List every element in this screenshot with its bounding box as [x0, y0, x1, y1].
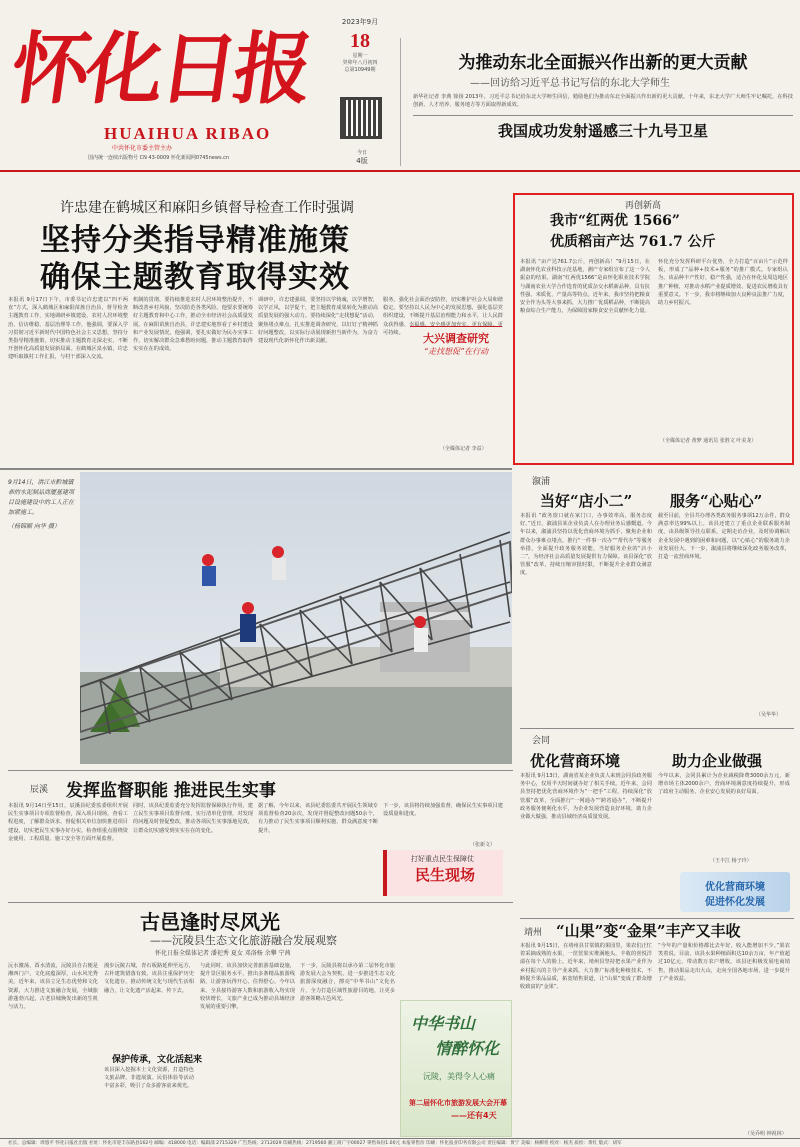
lead-sign: （全媒体记者 李益）: [440, 446, 487, 452]
date-box: [330, 18, 390, 74]
issue-number: 总第10949期: [344, 67, 376, 73]
lead-col-2: 机制的贯彻，要持续推进农村人居环境整治提升，不断改善乡村风貌，坚决防范各类风险。他要求要统筹好主题教育和中心工作，推动全市经济社会高质量发展。在麻阳苗族自治县，许忠建实地察看了乡村建设和产业发展情况，他强调，要扎实做好为民办实事工作，切实解决群众急难愁盼问题，推动主题教育取得实实在在的成效。: [133, 297, 253, 353]
logo-pinyin: HUAIHUA RIBAO: [104, 124, 272, 143]
yuanling-col-2b: 该县深入挖掘本土文化资源，打造特色文旅品牌，非遗展演、民俗体验等活动丰富多彩，吸引了众多游客前来观光。: [104, 1067, 194, 1090]
banner-line-2: 情醉怀化: [435, 1039, 500, 1058]
chenxi-badge-top: 打好重点民生保障仗: [411, 855, 474, 863]
yuanling-title: 古邑逢时尽风光: [140, 910, 280, 934]
banner-event: 第二届怀化市旅游发展大会开幕: [409, 1099, 507, 1107]
issn-line: 国内统一连续出版物号 CN 43-0009 怀化新闻网0745news.cn: [88, 155, 230, 161]
footer-info: 社长、总编辑：周悠平 怀化日报社出版 社址：怀化市迎丰东路县162号 邮编：418000 电话：编辑部 2715329 广告热线：2712029 印刷热线：2719560 湘工商广字00027 零售每份1.00元 本报零售价 印刷：怀化报业印务有限公司 责任编辑：黄宁 美编：杨柳青 校对：杨杰 质检：黄红 版式：胡军: [8, 1141, 622, 1146]
lead-badge: [410, 326, 502, 360]
xupu-sign: （吴华华）: [756, 712, 782, 718]
chenxi-col-2: 同时，该县纪委监委充分发挥监督保障执行作用，建立民生实事项目监督台账，实行清单化管理，对发现的问题及时督促整改，推动各项民生实事落地见效，让群众切实感受到实实在在的变化。: [133, 803, 253, 834]
weekday: 星期一: [352, 53, 368, 59]
lead-badge-main: 大兴调查研究: [423, 332, 489, 345]
photo-credit: （杨锦顺 向华 摄）: [8, 523, 60, 530]
rice-col-2: 怀化充分发挥科研平台优势，全力打造“百亩片”示范样板，形成了“品种+技术+服务”的推广模式。专家组认为，该品种丰产性好、稳产性强，适合在怀化及周边地区推广种植，对推动水稻产业提质增效、促进农民增收具有重要意义。下一步，我市将继续加大良种良法推广力度，助力乡村振兴。: [658, 259, 788, 307]
xupu-tag: 溆浦: [532, 477, 551, 487]
jingzhou-sign: （吴乔明 钟祝林）: [745, 1131, 787, 1137]
photo-top-rule: [0, 468, 512, 470]
lunar-date: 癸卯年八月初四: [342, 60, 378, 66]
top-article-1-text: 新华社记者 李典 徐扬 2013年，习近平总书记给东北大学师生回信，勉励他们为推动东北全面振兴作出新的更大贡献。十年来，东北大学广大师生牢记嘱托，在科技创新、人才培养、服务地方等方面取得新成效。: [413, 94, 793, 109]
chenxi-badge: [383, 850, 503, 896]
yuanling-rule: [8, 902, 513, 903]
yuanling-byline: 怀化日报全媒体记者 潘祀秀 夏女 邓洛杨 余攀 宁茜: [155, 950, 291, 957]
footer-rule: [0, 1138, 800, 1139]
huitong-title-b: 助力企业做强: [672, 752, 763, 770]
chenxi-sign: （张新文）: [470, 842, 496, 848]
lead-col-4: 服务，强化社会面治安防控，切实维护社会大局和谐稳定。要坚持以人民为中心的发展思想，强化基层党组织建设，不断提升基层治理能力和水平，让人民群众获得感、幸福感、安全感更加充实、更有保障、更可持续。: [383, 297, 503, 336]
jingzhou-col-1: 本报讯 9月15日，在靖州县甘棠镇的果园里，果农们正忙着采摘成熟的水果，一筐筐果实堆满地头，丰收的喜悦洋溢在每个人的脸上。近年来，靖州县坚持把水果产业作为乡村振兴的主导产业来抓，大力推广标准化种植技术，不断提升果品品质，拓宽销售渠道，让“山果”变成了群众增收致富的“金果”。: [520, 943, 652, 991]
tourism-banner: [400, 1000, 512, 1137]
photo-caption-block: [8, 478, 76, 628]
chenxi-badge-main: 民生现场: [415, 866, 476, 884]
rice-sign: （全媒体记者 黄梦 通讯员 张胜文 叶美龙）: [660, 438, 757, 444]
lead-title-line1: 坚持分类指导精准施策: [40, 223, 350, 258]
huitong-rule: [520, 728, 794, 729]
lead-badge-sub: “走找想促”在行动: [423, 347, 489, 356]
huitong-col-1: 本报讯 9月13日，湖南省某企业负责人来到会同县政务服务中心，仅用半天时间就办好了相关手续。近年来，会同县坚持把优化营商环境作为“一把手”工程，持续深化“放管服”改革，全面推行“一网通办”“跨省通办”，不断提升政务服务便利化水平，为企业发展营造良好环境，助力企业做大做强，推动县域经济高质量发展。: [520, 773, 652, 821]
huitong-badge-line1: 优化营商环境: [705, 882, 765, 893]
top-headline-2: 我国成功发射遥感三十九号卫星: [497, 122, 708, 140]
lead-kicker: 许忠建在鹤城区和麻阳乡镇督导检查工作时强调: [60, 200, 354, 216]
banner-slogan: 沅陵，美得令人心痛: [423, 1072, 495, 1081]
jingzhou-col-2: “今年的产量和价格都比去年好，收入能增加不少。”果农笑着说。目前，该县水果种植面积达10余万亩，年产值超过10亿元，带动数万农户增收。该县还积极发展电商销售，推动果品走出大山，走向全国各地市场，进一步提升了产业效益。: [658, 943, 790, 982]
chenxi-col-1: 本报讯 9月14日至15日，辰溪县纪委监委组织开展民生实事项目专项监督检查，深入项目现场，查看工程进度，了解群众诉求，督促相关单位加快推进项目建设，切实把民生实事办好办实。检查组重点围绕资金使用、工程质量、施工安全等方面开展监督。: [8, 803, 128, 842]
pages-box: [345, 150, 379, 165]
lead-col-3: 调研中，许忠建强调，要坚持以学铸魂，以学增智，以学正风，以学促干，把主题教育成果转化为推动高质量发展的强大动力。要持续深化“走找想促”活动，聚焦堵点难点，扎实推进调查研究，以钉钉子精神抓好问题整改，以实际行动展现新担当新作为，为奋力建设现代化新怀化作出新贡献。: [258, 297, 378, 345]
lead-title-line2: 确保主题教育取得实效: [40, 260, 350, 295]
jingzhou-tag: 靖州: [524, 928, 543, 938]
top-rule: [413, 115, 793, 116]
logo-title: 怀化日报: [5, 24, 315, 115]
yuanling-col-4: 下一步，沅陵县将以承办第二届怀化市旅游发展大会为契机，进一步推进生态文化旅游深度融合，擦亮“中华书山”文化名片，全力打造区域性旅游目的地，让更多游客领略古邑风光。: [300, 963, 395, 1002]
year-month: 2023年9月: [341, 18, 379, 26]
chenxi-title: 发挥监督职能 推进民生实事: [66, 781, 276, 801]
pages-count: 4版: [356, 157, 368, 165]
chenxi-tag: 辰溪: [30, 785, 49, 795]
masthead-divider: [400, 38, 401, 166]
banner-countdown: ——还有4天: [451, 1111, 497, 1120]
rice-title-line1: 我市“红两优 1566”: [550, 213, 680, 229]
xupu-col-1: 本报讯 “政务窗口就在家门口，办事效率高，服务态度好。”近日，溆浦县某企业负责人在办理业务后感慨道。今年以来，溆浦县坚持以优化营商环境为抓手，聚焦企业和群众办事难点堵点，推行“一件事一次办”“帮代办”等服务举措，全面提升政务服务效能，当好服务企业的“店小二”，为经济社会高质量发展提供有力保障。该县深化“放管服”改革，持续压缩审批时限，不断提升企业群众满意度。: [520, 513, 652, 577]
huitong-sign: （王丰江 杨子玲）: [710, 858, 752, 864]
yuanling-subtitle: ——沅陵县生态文化旅游融合发展观察: [150, 934, 337, 947]
banner-line-1: 中华书山: [411, 1014, 476, 1033]
yuanling-col-3: 与此同时，该县加快完善旅游基础设施，提升景区服务水平，推出多条精品旅游线路，让游客玩得开心、住得舒心。今年以来，全县接待游客人数和旅游收入均实现较快增长，文旅产业已成为推动县域经济发展的重要引擎。: [200, 963, 295, 1011]
huitong-badge: [680, 872, 790, 912]
photo-caption: 9月14日，洪江市黔城镇恭的水泥制品商厦基建项目设施建设中的工人正在加紧施工。: [8, 479, 75, 516]
construction-photo: [80, 472, 512, 764]
huitong-tag: 会同: [532, 736, 551, 746]
chenxi-rule: [8, 770, 513, 771]
yuanling-col-1: 沅水激荡，酉水清流，沅陵县自古便是湘西门户，文化底蕴深厚，山水风光秀美。近年来，该县立足生态优势和文化资源，大力推进文旅融合发展，全域旅游蓬勃兴起，古老县城焕发出新的生机与活力。: [8, 963, 98, 1011]
lead-col-1: 本报讯 9月17日下午，市委书记许忠建以“四不两直”方式，深入鹤城区和麻阳苗族自治县，督导检查主题教育工作，实地调研乡镇建设、农村人居环境整治、信访维稳、基层治理等工作，他强调，要深入学习贯彻习近平新时代中国特色社会主义思想，坚持分类指导精准施策，切实推动主题教育走深走实，不断开创怀化高质量发展新局面。在鹤城区泉水镇，许忠建听取镇村工作汇报，与村干部深入交流。: [8, 297, 128, 361]
xupu-title-b: 服务“心贴心”: [670, 492, 763, 510]
qr-code-icon: [343, 100, 379, 136]
xupu-col-2: 截至目前，全县共办理各类政务服务事项12万余件，群众满意率达99%以上。该县还建立了重点企业联系服务制度，由县级领导挂点联系，定期走访企业，及时协调解决企业发展中遇到的困难和问题，以“心贴心”的服务助力企业发展壮大。下一步，溆浦县将继续深化政务服务改革，打造一流营商环境。: [658, 513, 790, 561]
top-subhead-1: ——回访给习近平总书记写信的东北大学师生: [470, 78, 670, 89]
yuanling-section-1: 保护传承，文化活起来: [112, 1055, 203, 1065]
chenxi-col-4: 下一步，该县将持续加强监督，确保民生实事项目建设质量和进度。: [383, 803, 503, 818]
top-headline-1: 为推动东北全面振兴作出新的更大贡献: [458, 53, 748, 73]
masthead-red-rule: [0, 170, 800, 172]
day-number: 18: [350, 30, 370, 52]
huitong-badge-line2: 促进怀化发展: [705, 897, 765, 908]
rice-tag: 再创新高: [625, 201, 662, 211]
jingzhou-rule: [520, 918, 794, 919]
masthead-logo: [5, 20, 315, 143]
publisher: 中共怀化市委主管主办: [112, 145, 173, 152]
jingzhou-title: “山果”变“金果”丰产又丰收: [556, 922, 741, 940]
yuanling-col-2: 漫步沅陵古城，青石板路延伸至远方，古朴建筑错落有致。该县注重保护历史文化遗存，推动传统文化与现代生活相融合，让文化遗产活起来、传下去。: [104, 963, 194, 994]
xupu-title-a: 当好“店小二”: [540, 492, 633, 510]
rice-title-line2: 优质稻亩产达 761.7 公斤: [550, 234, 716, 250]
photo-illustration: [80, 472, 512, 764]
rice-col-1: 本报讯 “亩产达761.7公斤，再创新高！”9月15日，在湖南怀化农业科技示范基地，测产专家组宣布了这一令人振奋的结果。湖南“红两优1566”是由怀化职业技术学院与湖南农业大学合作选育的优质杂交水稻新品种，具有抗性强、米质优、产量高等特点。近年来，我市坚持把粮食安全作为头等大事来抓，大力推广优质稻品种，不断提高粮食综合生产能力，为保障国家粮食安全贡献怀化力量。: [520, 259, 650, 315]
pages-label: 今日: [356, 150, 367, 156]
chenxi-col-3: 据了解，今年以来，该县纪委监委共开展民生领域专项监督检查20余次，发现并督促整改问题50余个，有力推动了民生实事项目顺利实施，群众满意度不断提升。: [258, 803, 378, 834]
huitong-title-a: 优化营商环境: [530, 752, 621, 770]
huitong-col-2: 今年以来，会同县累计为企业减税降费3000余万元，新增市场主体2000余户，营商环境满意度持续提升，形成了政府主动服务、企业安心发展的良好局面。: [658, 773, 790, 796]
